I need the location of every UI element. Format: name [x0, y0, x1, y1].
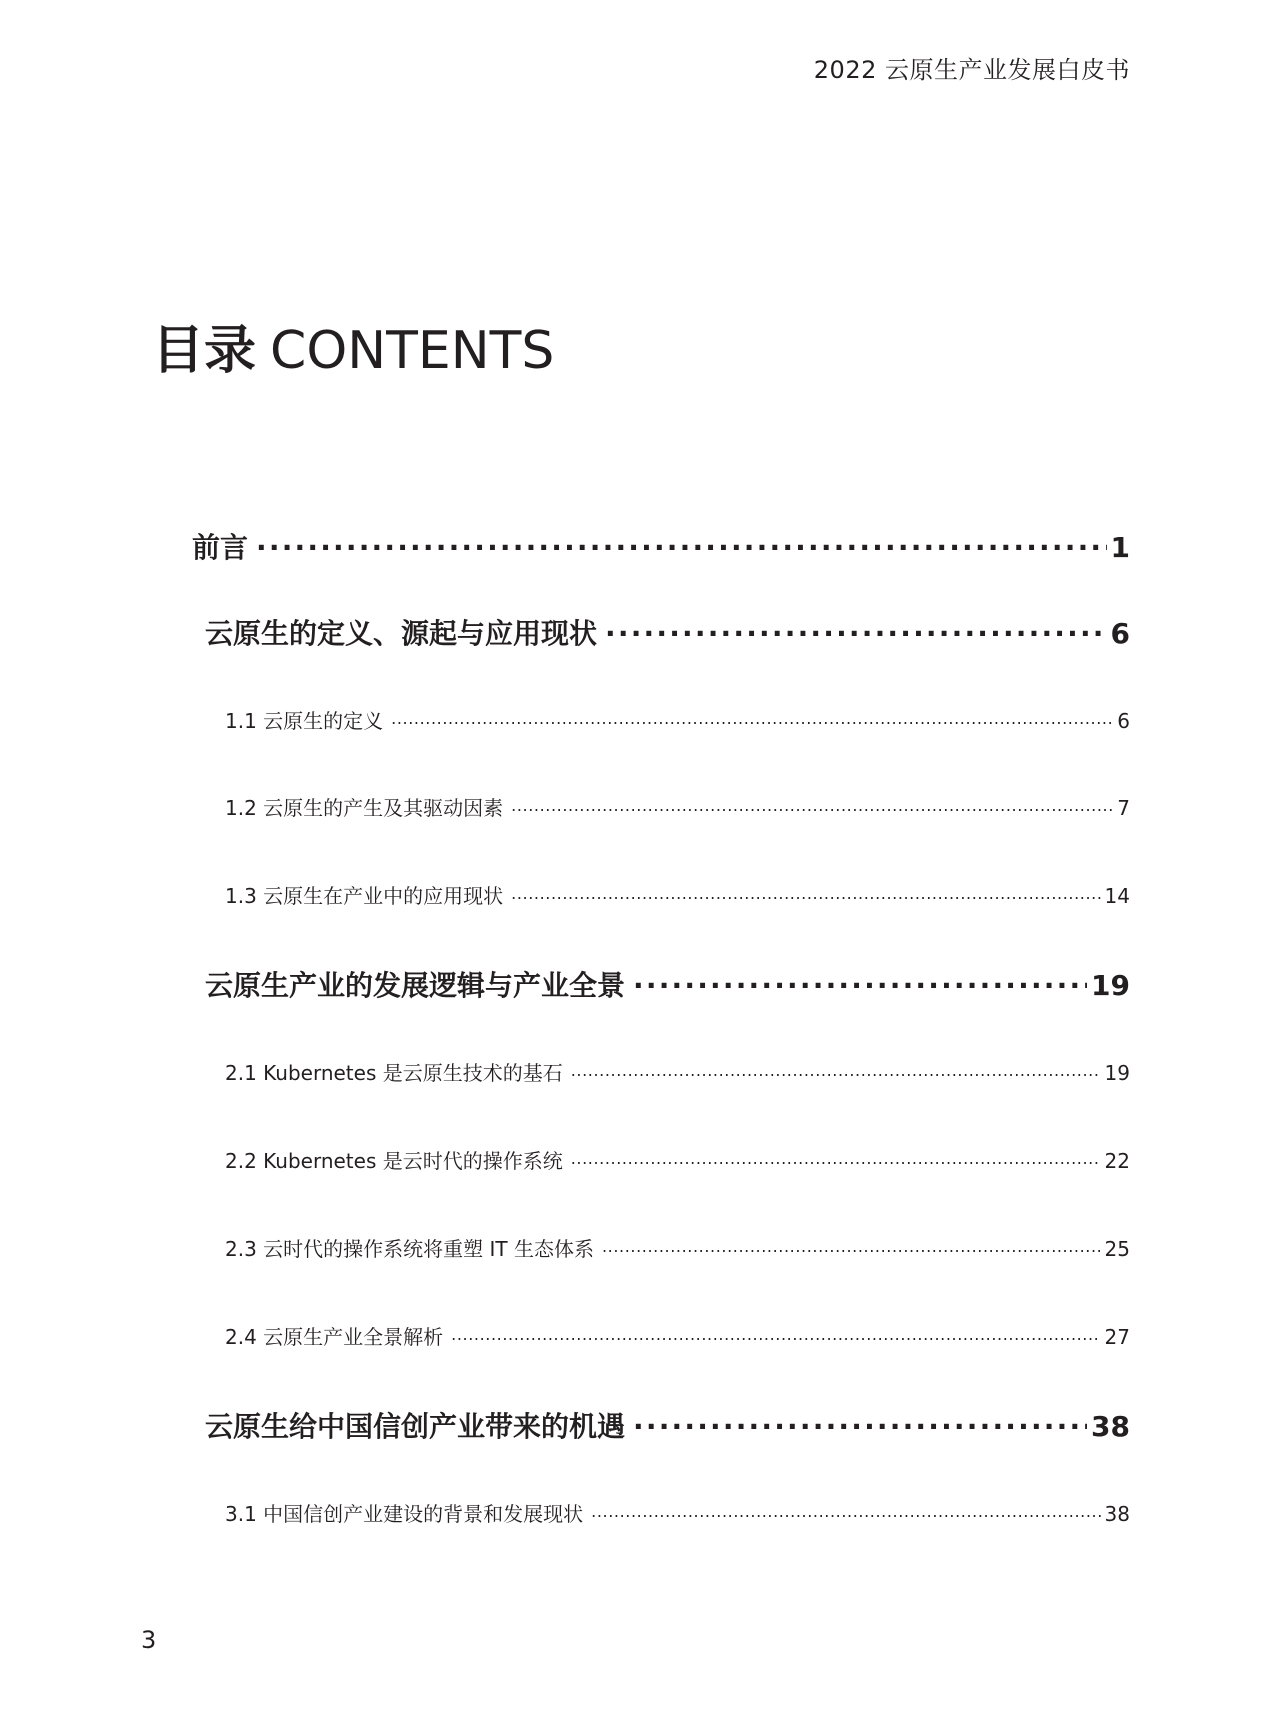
toc-entry-chapter-2[interactable]	[205, 964, 1130, 1004]
toc-entry-section-2-2[interactable]	[225, 1145, 1130, 1174]
toc-entry-label: 2.2 Kubernetes 是云时代的操作系统	[225, 1149, 563, 1173]
toc-entry-page: 38	[1091, 1410, 1130, 1443]
toc-entry-label: 前言	[192, 531, 249, 564]
toc-dot-leader	[511, 883, 1100, 903]
toc-entry-label: 2.1 Kubernetes 是云原生技术的基石	[225, 1061, 563, 1085]
toc-entry-label: 2.3 云时代的操作系统将重塑 IT 生态体系	[225, 1237, 594, 1261]
toc-entry-page: 19	[1091, 969, 1130, 1002]
toc-entry-section-1-1[interactable]	[225, 705, 1130, 734]
toc-entry-label: 云原生产业的发展逻辑与产业全景	[205, 969, 626, 1002]
toc-entry-label: 3.1 中国信创产业建设的背景和发展现状	[225, 1502, 584, 1526]
toc-entry-label: 1.1 云原生的定义	[225, 709, 384, 733]
toc-dot-leader	[391, 708, 1113, 728]
toc-entry-label: 2.4 云原生产业全景解析	[225, 1325, 444, 1349]
toc-entry-section-2-1[interactable]	[225, 1057, 1130, 1086]
toc-entry-preface[interactable]	[192, 526, 1130, 566]
toc-dot-leader	[571, 1148, 1101, 1168]
toc-entry-page: 14	[1104, 884, 1130, 908]
toc-entry-section-2-3[interactable]	[225, 1233, 1130, 1262]
toc-dot-leader	[591, 1501, 1100, 1521]
contents-heading	[152, 321, 555, 381]
toc-entry-section-1-3[interactable]	[225, 880, 1130, 909]
toc-dot-leader	[633, 1408, 1087, 1436]
toc-entry-label: 云原生的定义、源起与应用现状	[205, 617, 598, 650]
page-number: 3	[141, 1626, 157, 1654]
toc-entry-label: 1.2 云原生的产生及其驱动因素	[225, 796, 504, 820]
toc-entry-section-1-2[interactable]	[225, 792, 1130, 821]
toc-entry-page: 25	[1104, 1237, 1130, 1261]
toc-entry-chapter-1[interactable]	[205, 612, 1130, 652]
toc-dot-leader	[602, 1236, 1101, 1256]
toc-entry-page: 19	[1104, 1061, 1130, 1085]
toc-dot-leader	[605, 615, 1107, 643]
document-header-title: 2022 云原生产业发展白皮书	[813, 56, 1130, 84]
contents-title-en: CONTENTS	[270, 321, 555, 381]
toc-entry-page: 6	[1117, 709, 1130, 733]
toc-entry-section-2-4[interactable]	[225, 1321, 1130, 1350]
toc-entry-page: 1	[1110, 531, 1130, 564]
toc-entry-chapter-3[interactable]	[205, 1405, 1130, 1445]
toc-entry-section-3-1[interactable]	[225, 1498, 1130, 1527]
toc-entry-label: 云原生给中国信创产业带来的机遇	[205, 1410, 626, 1443]
toc-entry-page: 22	[1104, 1149, 1130, 1173]
toc-entry-page: 7	[1117, 796, 1130, 820]
toc-entry-page: 27	[1104, 1325, 1130, 1349]
toc-entry-page: 38	[1104, 1502, 1130, 1526]
toc-dot-leader	[256, 529, 1107, 557]
contents-title-zh: 目录	[152, 321, 257, 381]
toc-dot-leader	[451, 1324, 1100, 1344]
toc-entry-label: 1.3 云原生在产业中的应用现状	[225, 884, 504, 908]
toc-dot-leader	[571, 1060, 1101, 1080]
toc-dot-leader	[511, 795, 1113, 815]
toc-dot-leader	[633, 967, 1087, 995]
toc-entry-page: 6	[1110, 617, 1130, 650]
